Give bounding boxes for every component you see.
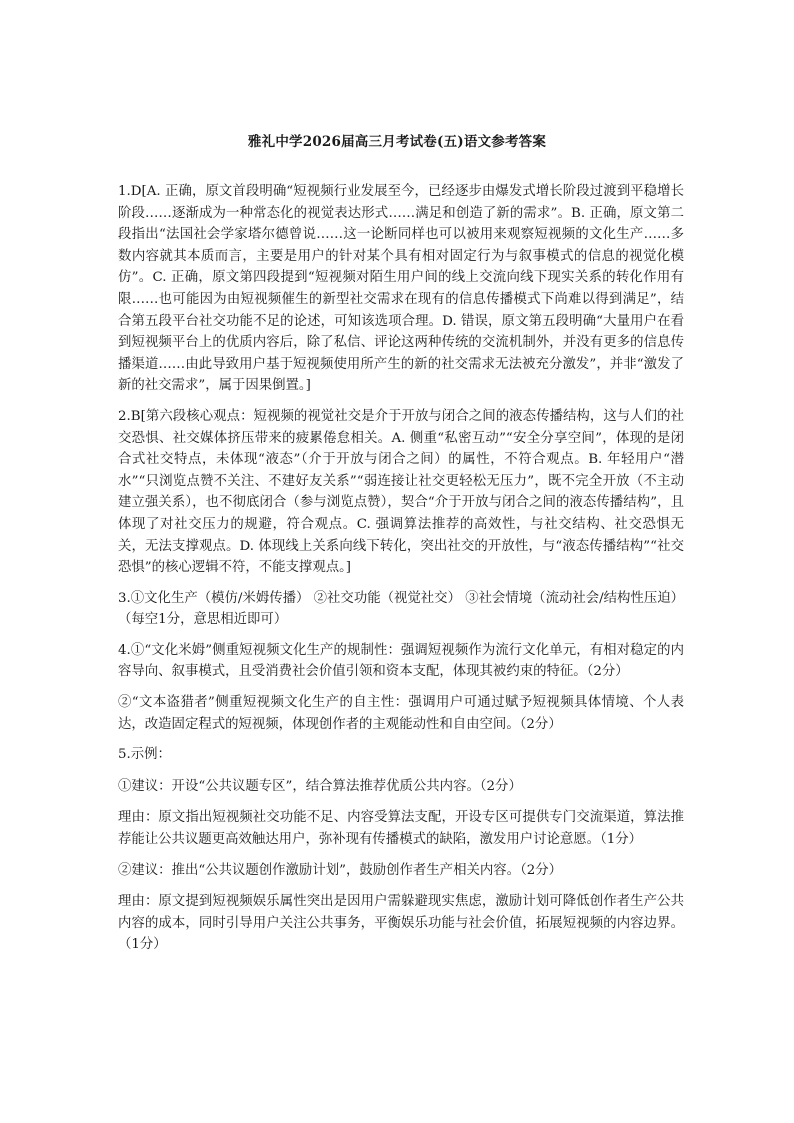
page-title: 雅礼中学2026届高三月考试卷(五)语文参考答案 bbox=[247, 134, 547, 150]
answer-1: 1.D[A. 正确，原文首段明确“短视频行业发展至今，已经逐步由爆发式增长阶段过渡到平稳增长阶段……逐渐成为一种常态化的视觉表达形式……满足和创造了新的需求”。B. 正确，原文第二段指出“法国社会学家塔尔德曾说……这一论断同样也可以被用来观察短视频的文化生产……多数内容就其本质而言，主要是用户的针对某个具有相对固定行为与叙事模式的信息的视觉化模仿”。C. 正确，原文第四段提到“短视频对陌生用户间的线上交流向线下现实关系的转化作用有限……也可能因为由短视频催生的新型社交需求在现有的信息传播模式下尚难以得到满足”，结合第五段平台社交功能不足的论述，可知该选项合理。D. 错误，原文第五段明确“大量用户在看到短视频平台上的优质内容后，除了私信、评论这两种传统的交流机制外，并没有更多的信息传播渠道……由此导致用户基于短视频使用所产生的新的社交需求无法被充分激发”，并非“激发了新的社交需求”，属于因果倒置。] bbox=[118, 184, 684, 394]
answer-5-reason-2: 理由：原文提到短视频娱乐属性突出是因用户需躲避现实焦虑，激励计划可降低创作者生产公共内容的成本，同时引导用户关注公共事务，平衡娱乐功能与社会价值，拓展短视频的内容边界。（1分） bbox=[118, 894, 684, 953]
answer-4-part-1: 4.①“文化米姆”侧重短视频文化生产的规制性：强调短视频作为流行文化单元，有相对稳定的内容导向、叙事模式，且受消费社会价值引领和资本支配，体现其被约束的特征。（2分） bbox=[118, 642, 684, 680]
answer-5-suggestion-1: ①建议：开设“公共议题专区”，结合算法推荐优质公共内容。（2分） bbox=[118, 778, 522, 794]
answer-5-suggestion-2: ②建议：推出“公共议题创作激励计划”，鼓励创作者生产相关内容。（2分） bbox=[118, 862, 563, 878]
answer-5-reason-1: 理由：原文指出短视频社交功能不足、内容受算法支配，开设专区可提供专门交流渠道，算法推荐能让公共议题更高效触达用户，弥补现有传播模式的缺陷，激发用户讨论意愿。（1分） bbox=[118, 810, 684, 848]
answer-5-heading: 5.示例： bbox=[118, 747, 171, 763]
answer-4-part-2: ②“文本盗猎者”侧重短视频文化生产的自主性：强调用户可通过赋予短视频具体情境、个人表达，改造固定程式的短视频，体现创作者的主观能动性和自由空间。（2分） bbox=[118, 695, 684, 732]
answer-body bbox=[118, 181, 684, 965]
answer-2: 2.B[第六段核心观点：短视频的视觉社交是介于开放与闭合之间的液态传播结构，这与人们的社交恐惧、社交媒体挤压带来的疲累倦怠相关。A. 侧重“私密互动”“安全分享空间”，体现的是闭合式社交特点，未体现“液态”（介于开放与闭合之间）的属性，不符合观点。B. 年轻用户“潜水”“只浏览点赞不关注、不建好友关系”“弱连接让社交更轻松无压力”，既不完全开放（不主动建立强关系），也不彻底闭合（参与浏览点赞），契合“介于开放与闭合之间的液态传播结构”，且体现了对社交压力的规避，符合观点。C. 强调算法推荐的高效性，与社交结构、社交恐惧无关，无法支撑观点。D. 体现线上关系向线下转化，突出社交的开放性，与“液态传播结构”“社交恐惧”的核心逻辑不符，不能支撑观点。] bbox=[118, 408, 684, 576]
answer-3: 3.①文化生产（模仿/米姆传播） ②社交功能（视觉社交） ③社会情境（流动社会/结构性压迫）（每空1分，意思相近即可） bbox=[118, 590, 684, 628]
